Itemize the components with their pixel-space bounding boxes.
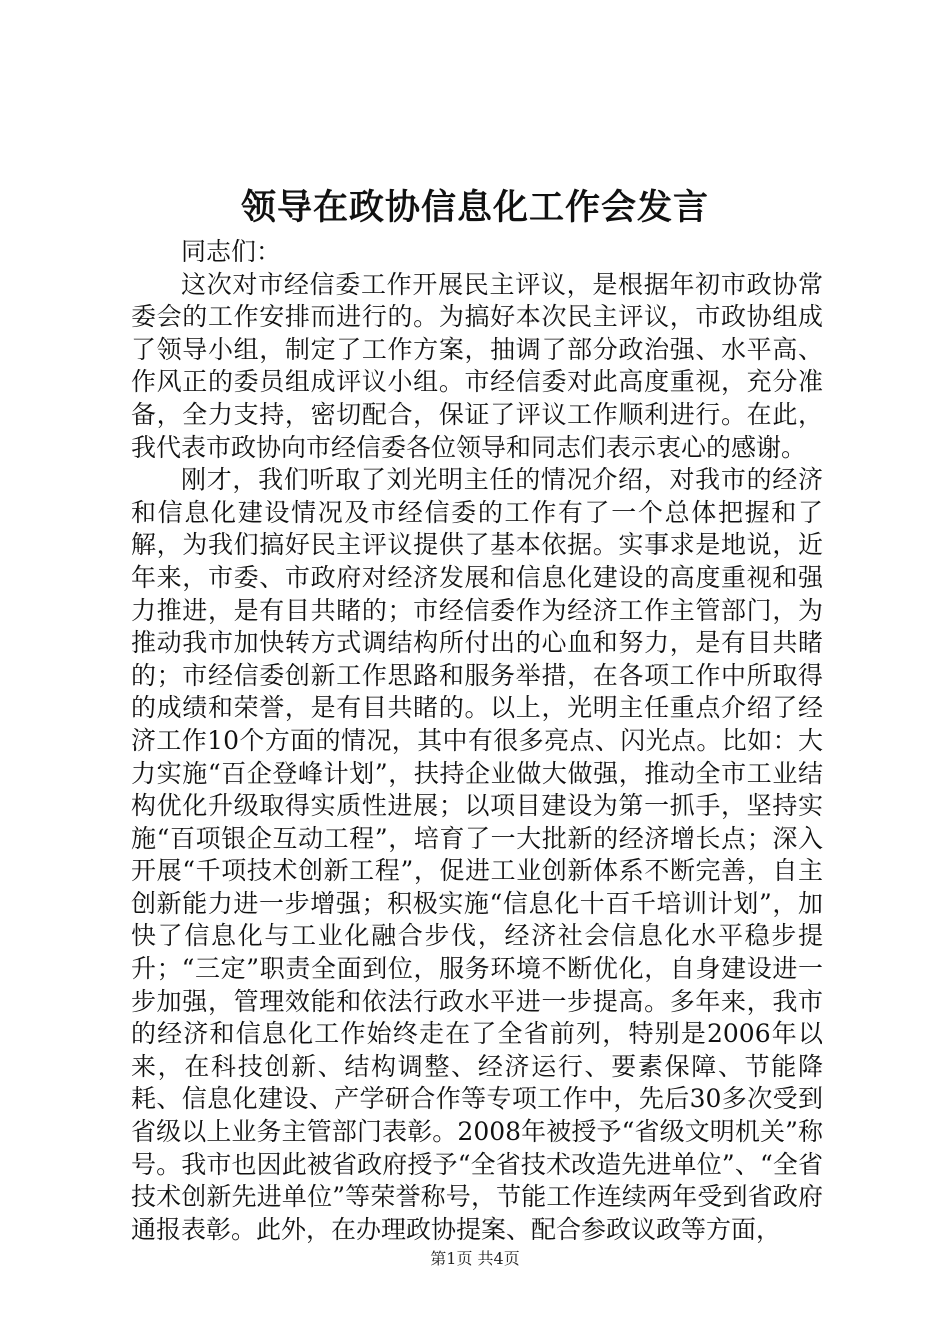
document-body [131, 236, 823, 1246]
document-title: 领导在政协信息化工作会发言 [240, 187, 709, 228]
body-paragraph-1: 这次对市经信委工作开展民主评议，是根据年初市政协常委会的工作安排而进行的。为搞好本次民主评议，市政协组成了领导小组，制定了工作方案，抽调了部分政治强、水平高、作风正的委员组成评议小组。市经信委对此高度重视，充分准备，全力支持，密切配合，保证了评议工作顺利进行。在此，我代表市政协向市经信委各位领导和同志们表示衷心的感谢。 [131, 269, 823, 462]
body-paragraph-2: 刚才，我们听取了刘光明主任的情况介绍，对我市的经济和信息化建设情况及市经信委的工作有了一个总体把握和了解，为我们搞好民主评议提供了基本依据。实事求是地说，近年来，市委、市政府对经济发展和信息化建设的高度重视和强力推进，是有目共睹的；市经信委作为经济工作主管部门，为推动我市加快转方式调结构所付出的心血和努力，是有目共睹的；市经信委创新工作思路和服务举措，在各项工作中所取得的成绩和荣誉，是有目共睹的。以上，光明主任重点介绍了经济工作10个方面的情况，其中有很多亮点、闪光点。比如：大力实施“百企登峰计划”，扶持企业做大做强，推动全市工业结构优化升级取得实质性进展；以项目建设为第一抓手，坚持实施“百项银企互动工程”，培育了一大批新的经济增长点；深入开展“千项技术创新工程”，促进工业创新体系不断完善，自主创新能力进一步增强；积极实施“信息化十百千培训计划”，加快了信息化与工业化融合步伐，经济社会信息化水平稳步提升；“三定”职责全面到位，服务环境不断优化，自身建设进一步加强，管理效能和依法行政水平进一步提高。多年来，我市的经济和信息化工作始终走在了全省前列，特别是2006年以来，在科技创新、结构调整、经济运行、要素保障、节能降耗、信息化建设、产学研合作等专项工作中，先后30多次受到省级以上业务主管部门表彰。2008年被授予“省级文明机关”称号。我市也因此被省政府授予“全省技术改造先进单位”、“全省技术创新先进单位”等荣誉称号，节能工作连续两年受到省政府通报表彰。此外，在办理政协提案、配合参政议政等方面， [131, 465, 823, 1244]
salutation: 同志们： [181, 237, 282, 266]
page-number-footer: 第1页 共4页 [430, 1249, 520, 1268]
